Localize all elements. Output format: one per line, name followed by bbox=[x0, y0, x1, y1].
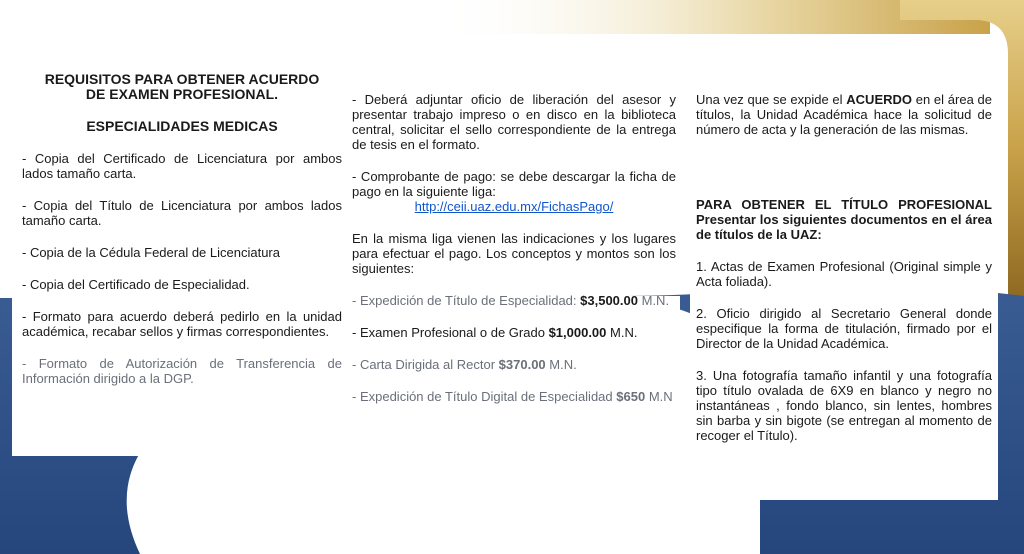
title-heading: PARA OBTENER EL TÍTULO PROFESIONAL Presentar los siguientes documentos en el área de títulos de la UAZ: bbox=[696, 197, 992, 242]
main-heading-line1: REQUISITOS PARA OBTENER ACUERDO bbox=[44, 71, 320, 87]
list-item: 3. Una fotografía tamaño infantil y una fotografía tipo título ovalada de 6X9 en blanco y negro no instantáneas , fondo blanco, sin lentes, hombres sin barba y sin bigote (se entregan al momento de recoger el Título). bbox=[696, 368, 992, 443]
fee-currency: M.N bbox=[648, 389, 673, 404]
fee-amount: $3,500.00 bbox=[580, 293, 638, 308]
list-item: 2. Oficio dirigido al Secretario General donde especifique la forma de titulación, firmado por el Director de la Unidad Académica. bbox=[696, 306, 992, 351]
payment-link[interactable]: http://ceii.uaz.edu.mx/FichasPago/ bbox=[414, 199, 614, 214]
fee-amount: $1,000.00 bbox=[548, 325, 607, 340]
fee-concept: - Carta Dirigida al Rector bbox=[352, 357, 496, 372]
fee-item bbox=[352, 325, 676, 340]
list-item: - Copia del Certificado de Licenciatura por ambos lados tamaño carta. bbox=[22, 151, 342, 181]
thesis-paragraph: - Deberá adjuntar oficio de liberación del asesor y presentar trabajo impreso o en disco en la biblioteca central, solicitar el sello correspondiente de la entrega de tesis en el formato. bbox=[352, 92, 676, 152]
column-requirements bbox=[22, 72, 342, 386]
fee-currency: M.N. bbox=[549, 357, 577, 372]
column-payment bbox=[352, 92, 676, 404]
fee-item bbox=[352, 293, 676, 308]
section-heading: ESPECIALIDADES MEDICAS bbox=[86, 118, 278, 134]
fee-concept: - Expedición de Título de Especialidad: bbox=[352, 293, 577, 308]
acuerdo-paragraph bbox=[696, 92, 992, 137]
main-heading-line2: DE EXAMEN PROFESIONAL. bbox=[85, 86, 279, 102]
fee-item bbox=[352, 389, 676, 404]
fee-currency: M.N. bbox=[610, 325, 638, 340]
list-item: - Copia del Título de Licenciatura por ambos lados tamaño carta. bbox=[22, 198, 342, 228]
fee-concept: - Expedición de Título Digital de Especialidad bbox=[352, 389, 613, 404]
list-item: - Copia de la Cédula Federal de Licenciatura bbox=[22, 245, 280, 260]
list-item: 1. Actas de Examen Profesional (Original simple y Acta foliada). bbox=[696, 259, 992, 289]
column-title bbox=[696, 92, 992, 443]
fee-currency: M.N. bbox=[641, 293, 670, 308]
fee-item bbox=[352, 357, 676, 372]
list-item: - Formato para acuerdo deberá pedirlo en la unidad académica, recabar sellos y firmas correspondientes. bbox=[22, 309, 342, 339]
payment-info-paragraph: En la misma liga vienen las indicaciones y los lugares para efectuar el pago. Los conceptos y montos son los siguientes: bbox=[352, 231, 676, 276]
acuerdo-text-before: Una vez que se expide el bbox=[696, 92, 843, 107]
fee-amount: $370.00 bbox=[498, 357, 546, 372]
list-item: - Formato de Autorización de Transferencia de Información dirigido a la DGP. bbox=[22, 356, 342, 386]
payment-paragraph: - Comprobante de pago: se debe descargar la ficha de pago en la siguiente liga: bbox=[352, 169, 676, 199]
list-item: - Copia del Certificado de Especialidad. bbox=[22, 277, 250, 292]
fee-amount: $650 bbox=[616, 389, 646, 404]
acuerdo-bold: ACUERDO bbox=[846, 92, 913, 107]
fee-concept: - Examen Profesional o de Grado bbox=[352, 325, 545, 340]
acuerdo-text-after: en el área de títulos, la Unidad Académica hace la solicitud de número de acta y la generación de las mismas. bbox=[696, 92, 992, 137]
